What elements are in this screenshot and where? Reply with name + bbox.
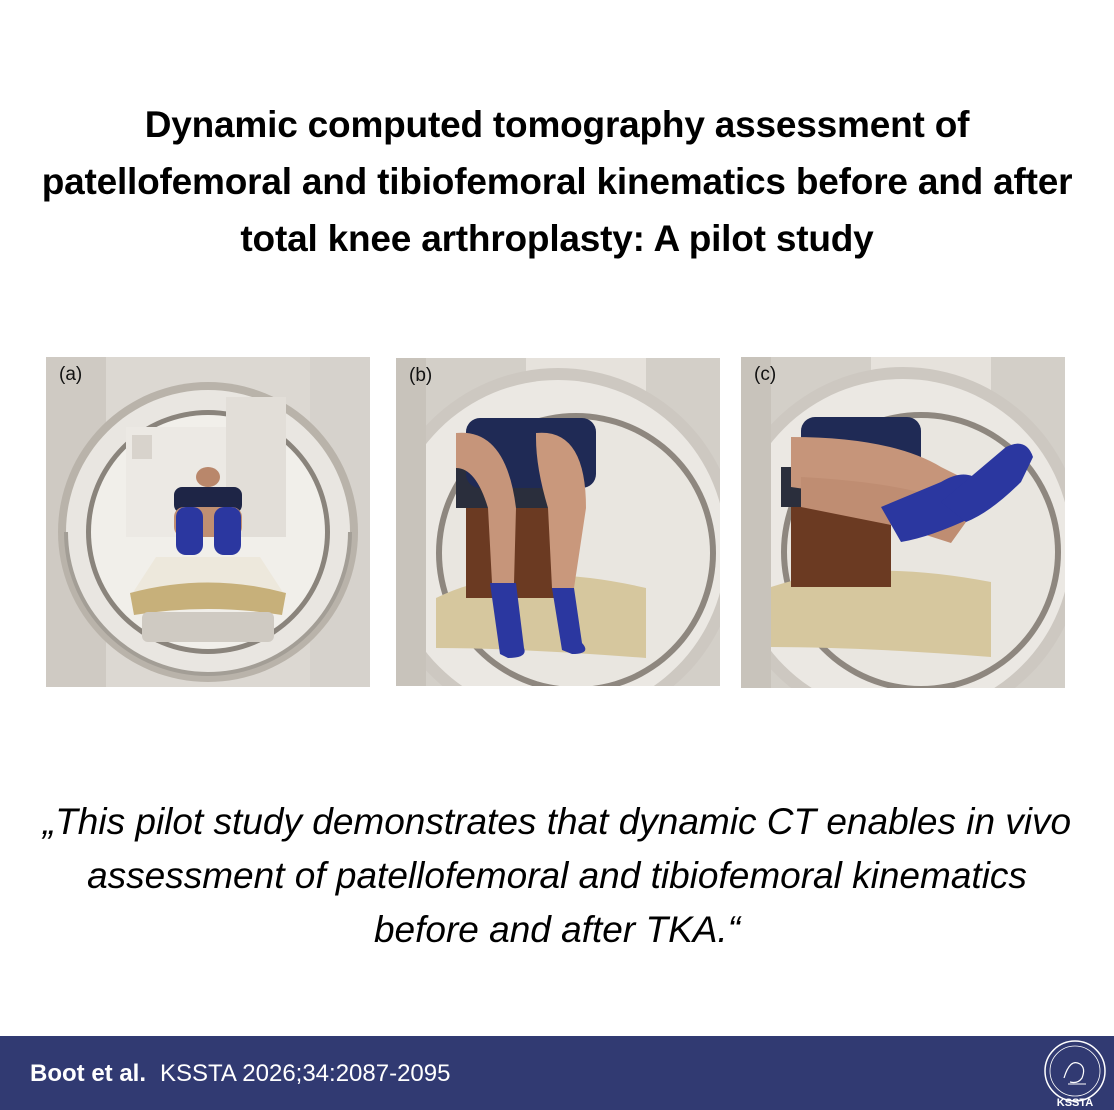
panel-label-a: (a) [59,364,83,385]
figure-panel-b [396,358,720,686]
citation-footer [0,1036,1114,1110]
kssta-seal-logo [1040,1038,1110,1108]
key-quote: „This pilot study demonstrates that dynamic CT enables in vivo assessment of patellofemoral and tibiofemoral kinematics before and after TKA.“ [42,801,1072,950]
ct-scanner-extended-knee-photo [741,357,1065,688]
figure-panel-a [46,357,370,687]
figure-panel-c [741,357,1065,688]
citation [30,1060,450,1088]
citation-authors: Boot et al. [30,1060,147,1087]
citation-reference: KSSTA 2026;34:2087-2095 [160,1060,451,1087]
ct-scanner-flexed-knee-photo [396,358,720,686]
ct-scanner-supine-photo [46,357,370,687]
kssta-seal-text: KSSTA [1056,1097,1094,1108]
article-title: Dynamic computed tomography assessment of patellofemoral and tibiofemoral kinematics before and after total knee arthroplasty: A pilot study [41,104,1073,259]
panel-label-b: (b) [409,365,433,386]
panel-label-c: (c) [754,364,777,385]
